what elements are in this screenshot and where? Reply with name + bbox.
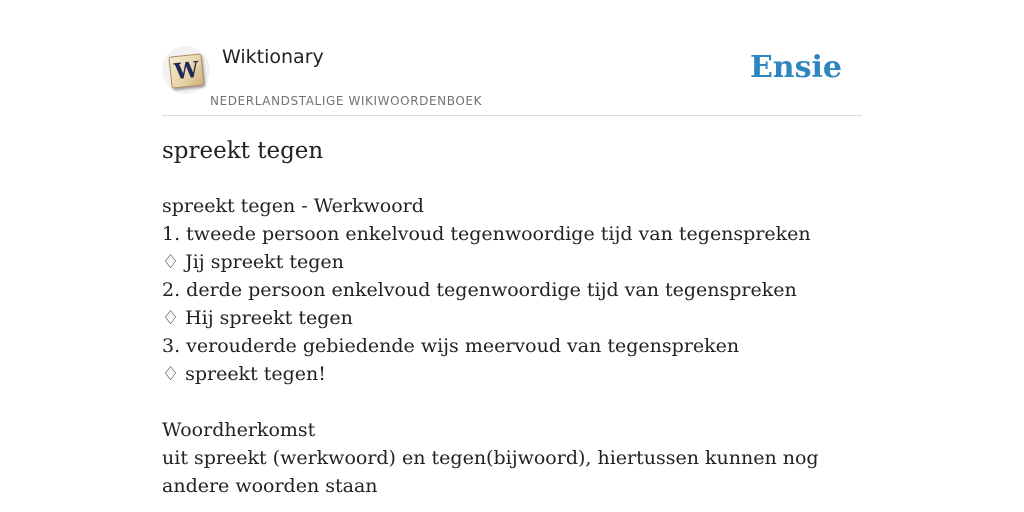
definition-1-example: ♢ Jij spreekt tegen [162,251,344,273]
section-spacer [162,388,862,416]
definition-1: 1. tweede persoon enkelvoud tegenwoordige tijd van tegenspreken [162,223,811,245]
logo-letter: W [172,56,201,86]
site-title-link[interactable]: Wiktionary [222,46,324,68]
etymology-text: uit spreekt (werkwoord) en tegen(bijwoord), hiertussen kunnen nog andere woorden staan [162,447,819,497]
page-title: spreekt tegen [162,138,324,164]
site-header [162,0,862,116]
entry-heading: spreekt tegen - Werkwoord [162,195,424,217]
definition-3: 3. verouderde gebiedende wijs meervoud van tegenspreken [162,335,740,357]
entry-content [162,192,862,500]
wiktionary-logo-icon[interactable] [162,46,210,94]
ensie-brand-link[interactable]: Ensie [749,50,842,85]
definition-3-example: ♢ spreekt tegen! [162,363,326,385]
page-container [162,0,862,512]
site-subtitle: NEDERLANDSTALIGE WIKIWOORDENBOEK [210,94,483,108]
definition-2: 2. derde persoon enkelvoud tegenwoordige tijd van tegenspreken [162,279,797,301]
etymology-label: Woordherkomst [162,419,316,441]
definition-2-example: ♢ Hij spreekt tegen [162,307,353,329]
logo-tile [168,53,204,88]
